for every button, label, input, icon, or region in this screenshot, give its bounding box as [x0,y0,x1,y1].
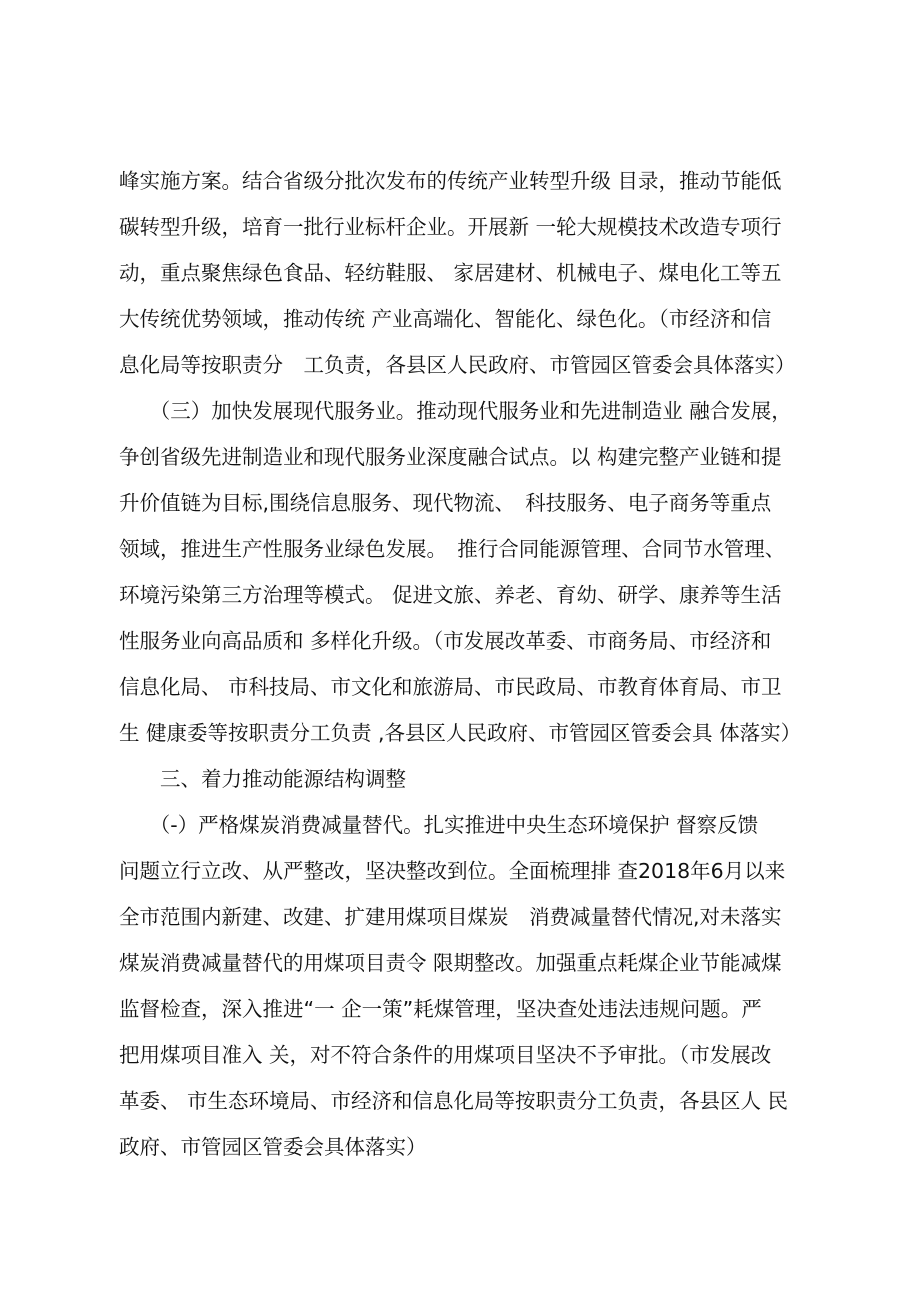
text-line: 碳转型升级，培育一批行业标杆企业。开展新 一轮大规模技术改造专项行 [119,215,782,239]
section-heading: 三、着力推动能源结构调整 [119,767,406,791]
text-line: 监督检查，深入推进“一 企一策”耗煤管理，坚决查处违法违规问题。严 [119,997,762,1021]
text-line: 问题立行立改、从严整改，坚决整改到位。全面梳理排 查2018年6月以来 [119,859,786,883]
text-line: 煤炭消费减量替代的用煤项目责令 限期整改。加强重点耗煤企业节能减煤 [119,951,782,975]
text-line: 动，重点聚焦绿色食品、轻纺鞋服、 家居建材、机械电子、煤电化工等五 [119,261,782,285]
text-line: （三）加快发展现代服务业。推动现代服务业和先进制造业 融合发展， [119,399,792,423]
text-line: 把用煤项目准入 关，对不符合条件的用煤项目坚决不予审批。（市发展改 [119,1043,772,1067]
text-line: 息化局等按职责分 工负责，各县区人民政府、市管园区管委会具体落实） [119,353,796,377]
text-line: 生 健康委等按职责分工负责 ,各县区人民政府、市管园区管委会具 体落实） [119,721,802,745]
text-line: 全市范围内新建、改建、扩建用煤项目煤炭 消费减量替代情况,对未落实 [119,905,782,929]
text-line: 升价值链为目标,围绕信息服务、现代物流、 科技服务、电子商务等重点 [119,491,772,515]
text-line: 领域，推进生产性服务业绿色发展。 推行合同能源管理、合同节水管理、 [119,537,786,561]
text-line: 性服务业向高品质和 多样化升级。（市发展改革委、市商务局、市经济和 [119,629,772,653]
text-line: 环境污染第三方治理等模式。 促进文旅、养老、育幼、研学、康养等生活 [119,583,782,607]
text-line: 大传统优势领域，推动传统 产业高端化、智能化、绿色化。（市经济和信 [119,307,772,331]
text-line: 峰实施方案。结合省级分批次发布的传统产业转型升级 目录，推动节能低 [119,169,782,193]
text-line: 信息化局、 市科技局、市文化和旅游局、市民政局、市教育体育局、市卫 [119,675,782,699]
text-line: 争创省级先进制造业和现代服务业深度融合试点。以 构建完整产业链和提 [119,445,782,469]
text-line: 革委、 市生态环境局、市经济和信息化局等按职责分工负责，各县区人 民 [119,1089,789,1113]
text-line: （-）严格煤炭消费减量替代。扎实推进中央生态环境保护 督察反馈 [119,813,759,837]
text-line: 政府、市管园区管委会具体落实） [119,1135,427,1159]
